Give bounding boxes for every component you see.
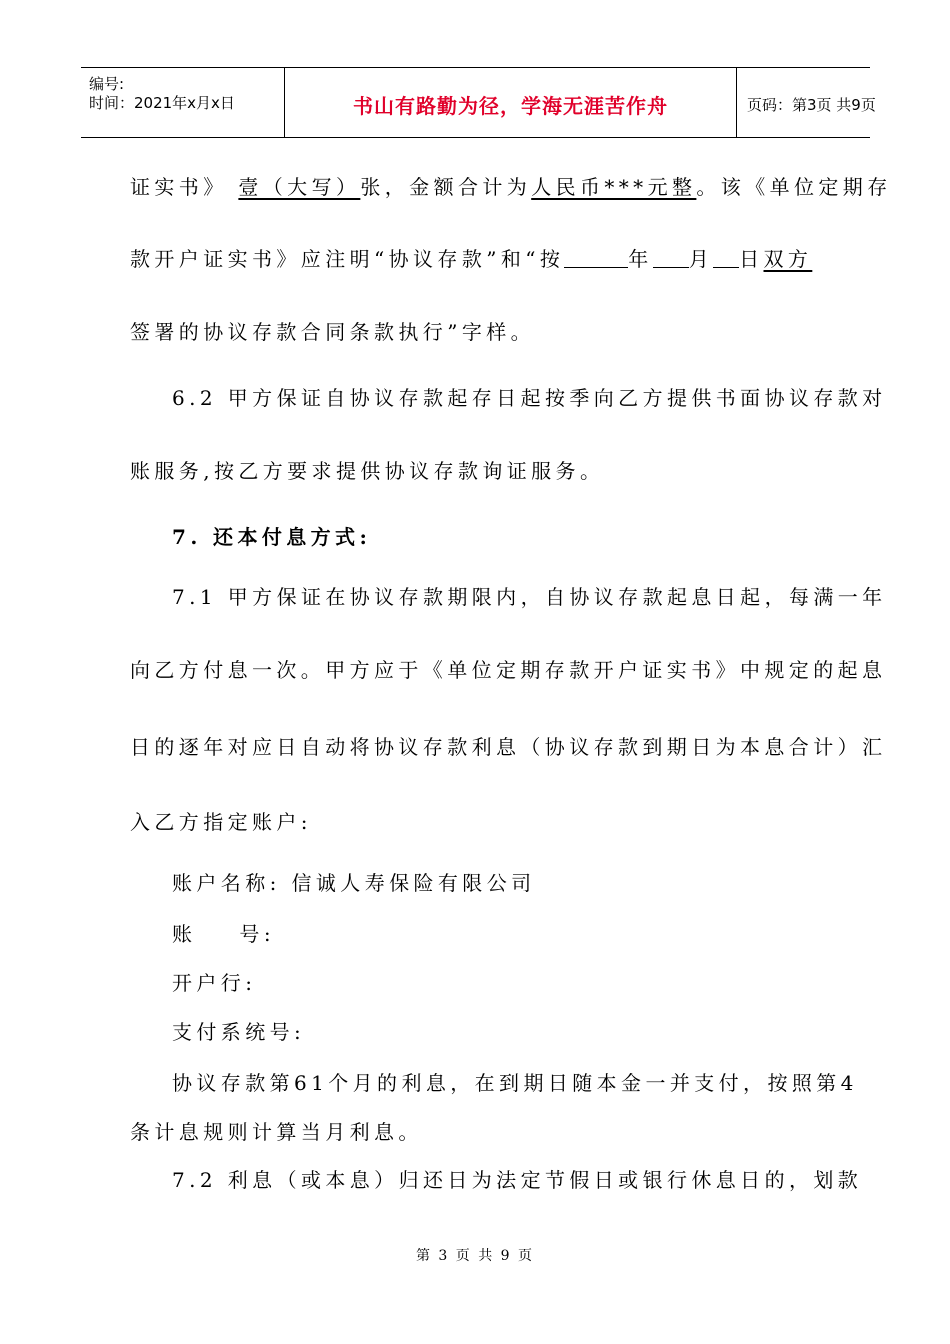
payment-system-line: 支付系统号: xyxy=(172,1020,306,1044)
header-motto: 书山有路勤为径，学海无涯苦作舟 xyxy=(353,94,668,118)
header-right-cell xyxy=(737,68,876,137)
clause-6-2: 6.2 甲方保证自协议存款起存日起按季向乙方提供书面协议存款对 xyxy=(172,386,887,410)
text-segment: 。该《单位定期存 xyxy=(696,175,892,199)
copy-count-underlined: 壹（大写） xyxy=(238,175,361,199)
header-left-cell xyxy=(81,68,285,137)
text-line-8: 向乙方付息一次。甲方应于《单位定期存款开户证实书》中规定的起息 xyxy=(130,658,887,682)
day-label: 日 xyxy=(739,247,764,271)
header-page-info: 页码：第3页 共9页 xyxy=(747,96,876,114)
account-number-line: 账 号: xyxy=(172,922,275,946)
parties-underlined: 双方 xyxy=(763,247,813,271)
document-number-label: 编号: xyxy=(89,75,125,93)
month-blank xyxy=(653,247,689,268)
text-line-1 xyxy=(130,175,892,199)
section-7-heading: 7. 还本付息方式: xyxy=(172,525,372,549)
amount-underlined: 人民币***元整 xyxy=(531,175,697,199)
clause-7-1: 7.1 甲方保证在协议存款期限内，自协议存款起息日起，每满一年 xyxy=(172,585,887,609)
day-blank xyxy=(713,247,739,268)
year-blank xyxy=(564,247,628,268)
month-label: 月 xyxy=(688,247,714,271)
text-line-3: 签署的协议存款合同条款执行”字样。 xyxy=(130,320,536,344)
clause-7-2: 7.2 利息（或本息）归还日为法定节假日或银行休息日的，划款 xyxy=(172,1168,863,1192)
text-line-10: 入乙方指定账户: xyxy=(130,810,312,834)
text-line-5: 账服务,按乙方要求提供协议存款询证服务。 xyxy=(130,459,605,483)
text-line-2 xyxy=(130,247,812,271)
text-line-16: 条计息规则计算当月利息。 xyxy=(130,1120,423,1144)
year-label: 年 xyxy=(628,247,653,271)
text-segment: 证实书》 xyxy=(130,175,228,199)
header-center-cell xyxy=(285,68,737,137)
page-header xyxy=(81,67,876,138)
text-segment: 张，金额合计为 xyxy=(360,175,532,199)
text-line-15: 协议存款第61个月的利息，在到期日随本金一并支付，按照第4 xyxy=(172,1071,858,1095)
account-name-line: 账户名称: 信诚人寿保险有限公司 xyxy=(172,871,536,895)
page-footer: 第 3 页 共 9 页 xyxy=(415,1248,535,1264)
document-date-label: 时间：2021年x月x日 xyxy=(89,94,235,112)
text-segment: 款开户证实书》应注明“协议存款”和“按 xyxy=(130,247,565,271)
text-line-9: 日的逐年对应日自动将协议存款利息（协议存款到期日为本息合计）汇 xyxy=(130,735,887,759)
bank-line: 开户行: xyxy=(172,971,257,995)
